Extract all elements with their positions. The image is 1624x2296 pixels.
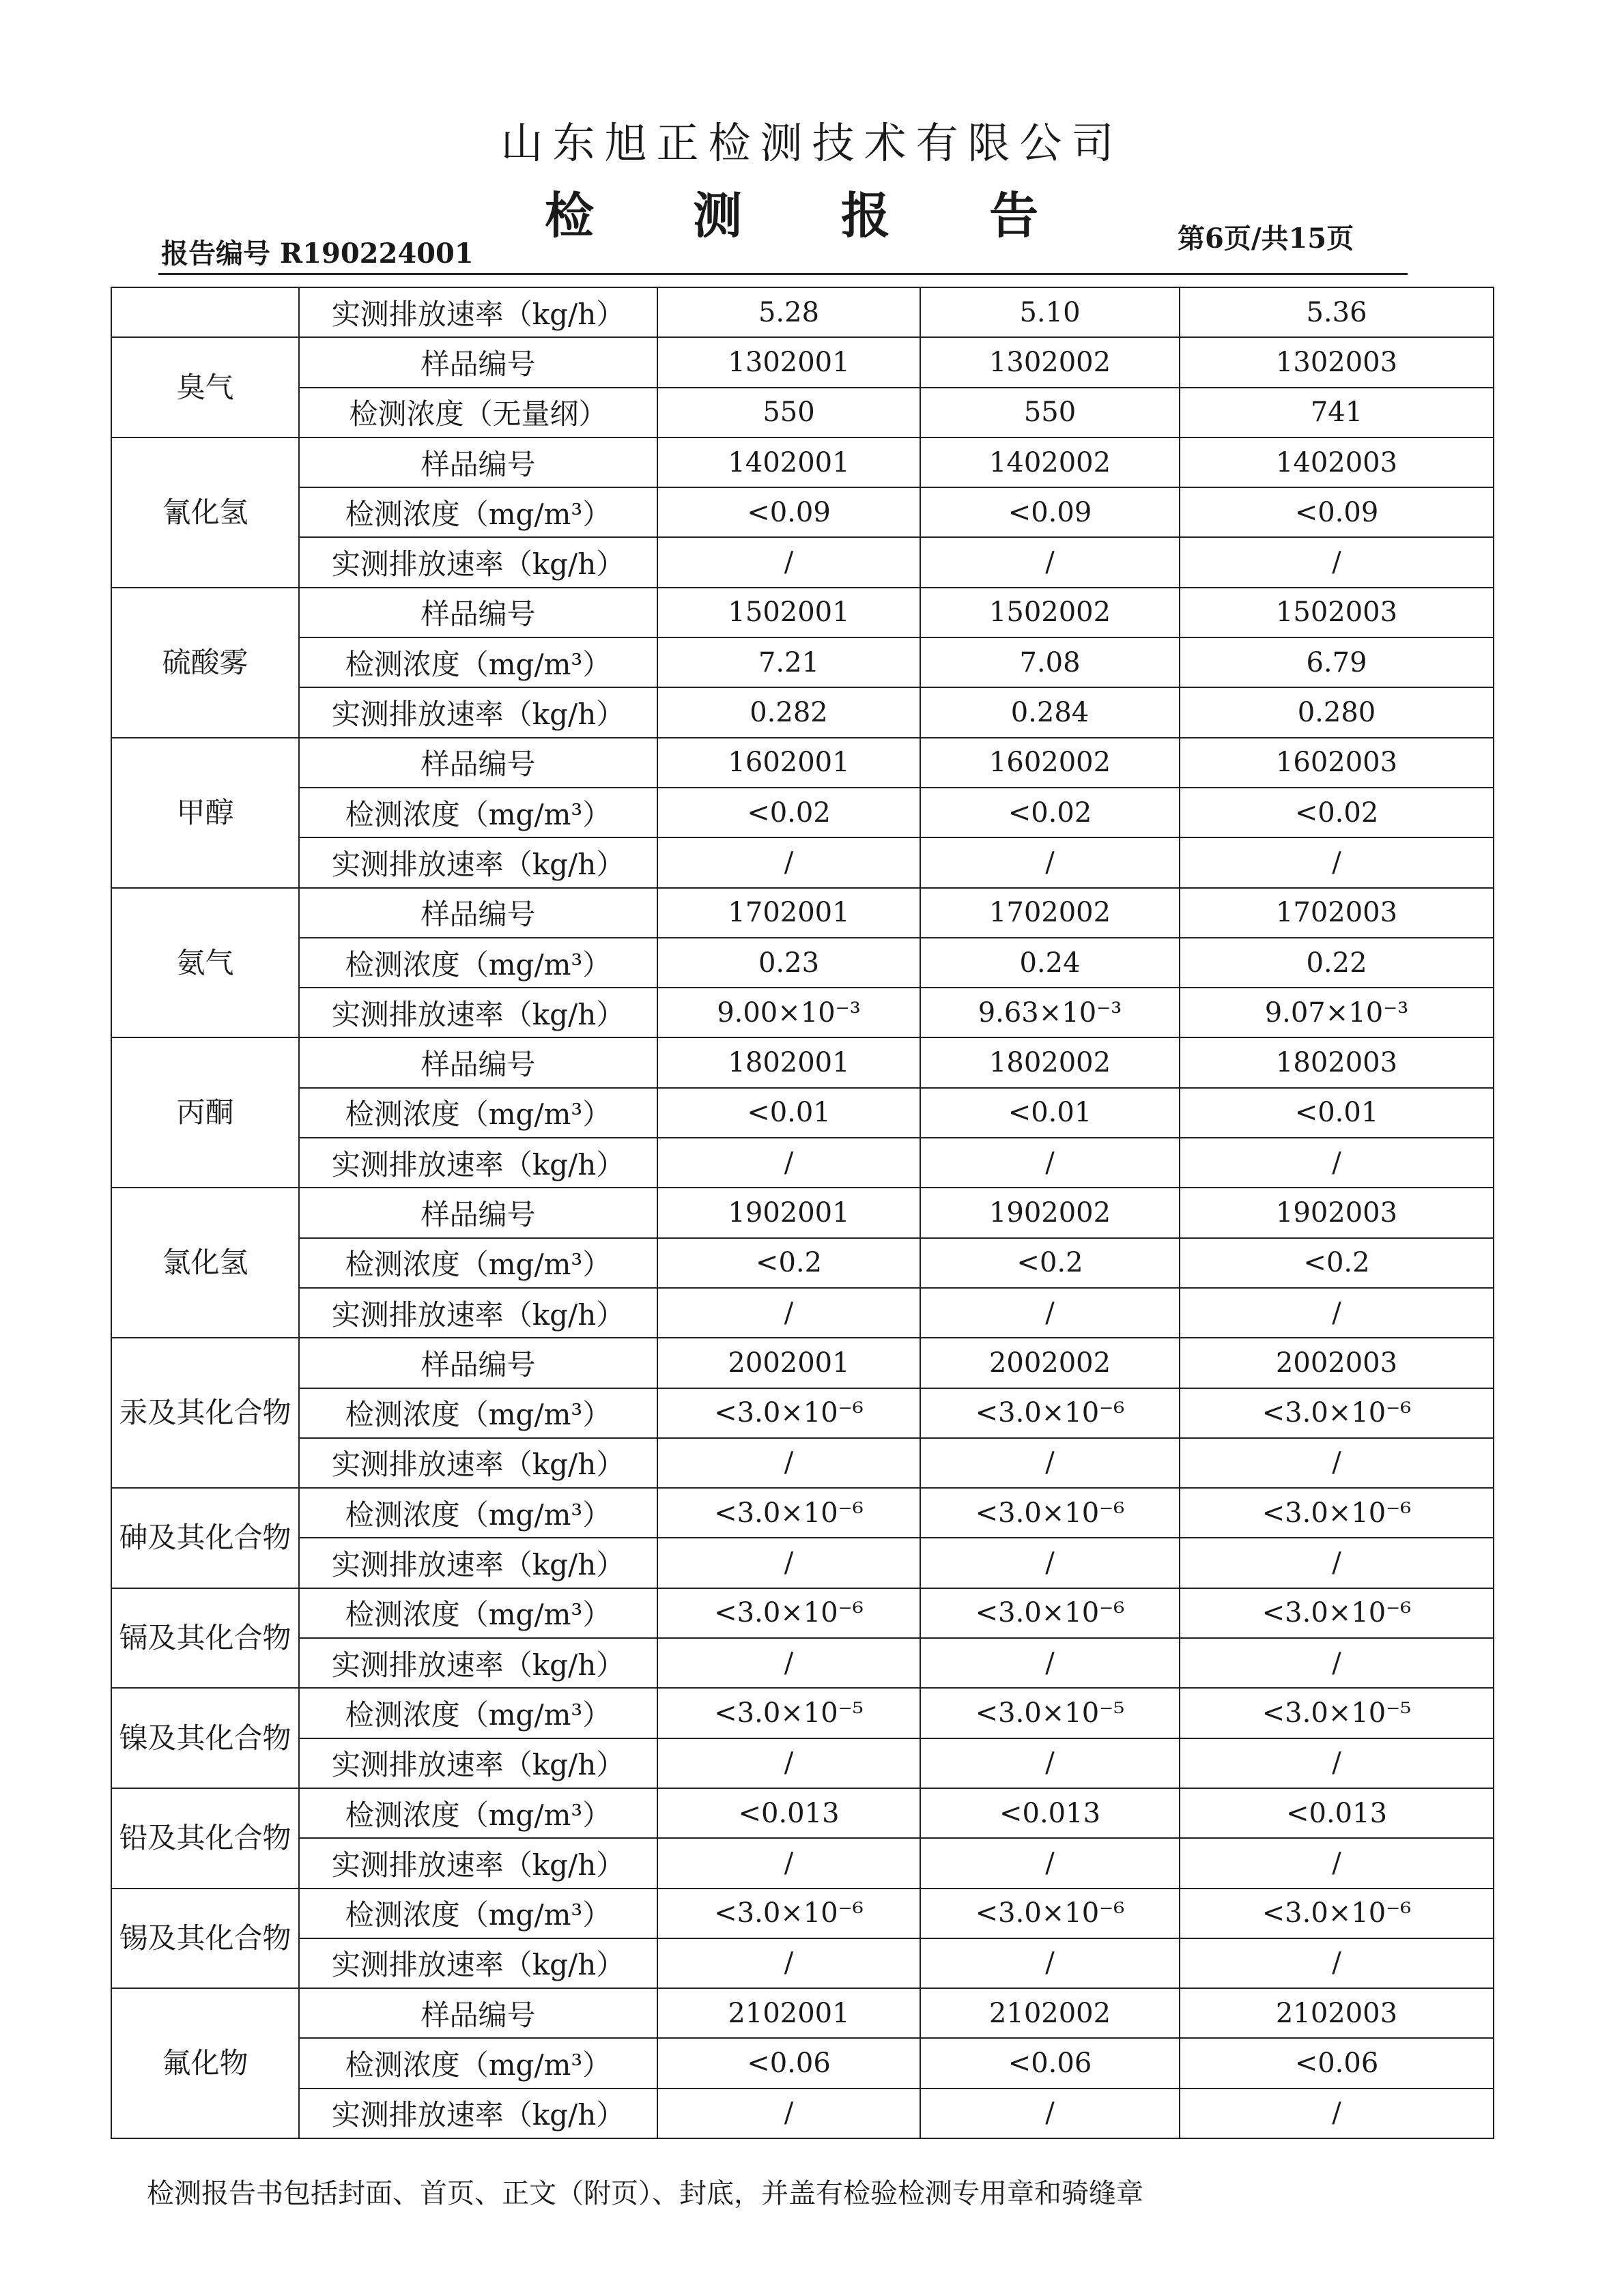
- item-label: 样品编号: [299, 437, 657, 487]
- result-value-2: /: [920, 1538, 1180, 1588]
- result-value-2: 1802002: [920, 1037, 1180, 1087]
- item-label: 实测排放速率（kg/h）: [299, 537, 657, 587]
- result-value-1: <3.0×10⁻⁶: [657, 1588, 920, 1638]
- result-value-3: 6.79: [1180, 637, 1494, 687]
- result-value-3: 1402003: [1180, 437, 1494, 487]
- item-label: 样品编号: [299, 1338, 657, 1388]
- item-label: 实测排放速率（kg/h）: [299, 1838, 657, 1888]
- result-value-2: 7.08: [920, 637, 1180, 687]
- result-value-2: /: [920, 1838, 1180, 1888]
- table-row: [111, 1438, 1494, 1488]
- table-row: [111, 1938, 1494, 1988]
- result-value-1: /: [657, 1538, 920, 1588]
- item-label: 实测排放速率（kg/h）: [299, 1438, 657, 1488]
- pollutant-name: 氟化物: [111, 1988, 299, 2138]
- result-value-3: 1902003: [1180, 1188, 1494, 1237]
- result-value-3: 2002003: [1180, 1338, 1494, 1388]
- result-value-2: 0.284: [920, 687, 1180, 737]
- result-value-2: /: [920, 1938, 1180, 1988]
- result-value-1: /: [657, 1838, 920, 1888]
- table-row: [111, 1588, 1494, 1638]
- result-value-1: /: [657, 2089, 920, 2138]
- report-title: 检 测 报 告: [544, 186, 1080, 244]
- results-table-body: [111, 287, 1494, 2138]
- result-value-1: 1402001: [657, 437, 920, 487]
- result-value-2: <3.0×10⁻⁶: [920, 1488, 1180, 1538]
- table-row: [111, 2089, 1494, 2138]
- pollutant-name: 镉及其化合物: [111, 1588, 299, 1689]
- result-value-1: /: [657, 1938, 920, 1988]
- item-label: 检测浓度（mg/m³）: [299, 1488, 657, 1538]
- result-value-3: <0.2: [1180, 1238, 1494, 1288]
- result-value-2: 1602002: [920, 738, 1180, 788]
- result-value-1: <0.01: [657, 1088, 920, 1138]
- table-row: [111, 437, 1494, 487]
- table-row: [111, 1738, 1494, 1788]
- result-value-3: 0.22: [1180, 938, 1494, 988]
- result-value-3: <3.0×10⁻⁶: [1180, 1588, 1494, 1638]
- results-table: [111, 287, 1494, 2139]
- result-value-2: 2102002: [920, 1988, 1180, 2038]
- result-value-1: /: [657, 837, 920, 887]
- result-value-3: <0.06: [1180, 2038, 1494, 2088]
- item-label: 检测浓度（mg/m³）: [299, 2038, 657, 2088]
- result-value-1: /: [657, 1738, 920, 1788]
- result-value-3: 5.36: [1180, 287, 1494, 337]
- result-value-1: <3.0×10⁻⁶: [657, 1889, 920, 1938]
- result-value-1: /: [657, 1638, 920, 1688]
- item-label: 实测排放速率（kg/h）: [299, 837, 657, 887]
- result-value-1: 2002001: [657, 1338, 920, 1388]
- result-value-1: 7.21: [657, 637, 920, 687]
- result-value-2: 1302002: [920, 337, 1180, 387]
- result-value-2: <3.0×10⁻⁵: [920, 1688, 1180, 1738]
- item-label: 实测排放速率（kg/h）: [299, 1738, 657, 1788]
- pollutant-name: 铅及其化合物: [111, 1788, 299, 1889]
- result-value-1: 5.28: [657, 287, 920, 337]
- item-label: 实测排放速率（kg/h）: [299, 1538, 657, 1588]
- result-value-3: 1602003: [1180, 738, 1494, 788]
- result-value-3: /: [1180, 837, 1494, 887]
- result-value-1: /: [657, 1438, 920, 1488]
- table-row: [111, 1638, 1494, 1688]
- result-value-1: 0.282: [657, 687, 920, 737]
- item-label: 检测浓度（mg/m³）: [299, 1238, 657, 1288]
- result-value-1: 1902001: [657, 1188, 920, 1237]
- result-value-2: <0.02: [920, 788, 1180, 837]
- result-value-2: <0.013: [920, 1788, 1180, 1838]
- result-value-1: <0.013: [657, 1788, 920, 1838]
- result-value-3: 1702003: [1180, 888, 1494, 938]
- result-value-3: <0.09: [1180, 487, 1494, 537]
- result-value-3: /: [1180, 1938, 1494, 1988]
- pollutant-name: 氯化氢: [111, 1188, 299, 1338]
- result-value-3: /: [1180, 1138, 1494, 1188]
- item-label: 检测浓度（mg/m³）: [299, 938, 657, 988]
- result-value-3: <3.0×10⁻⁶: [1180, 1889, 1494, 1938]
- result-value-2: <0.06: [920, 2038, 1180, 2088]
- item-label: 检测浓度（mg/m³）: [299, 487, 657, 537]
- table-row: [111, 287, 1494, 337]
- result-value-1: <0.09: [657, 487, 920, 537]
- result-value-3: <0.013: [1180, 1788, 1494, 1838]
- item-label: 实测排放速率（kg/h）: [299, 1288, 657, 1338]
- result-value-3: <3.0×10⁻⁵: [1180, 1688, 1494, 1738]
- result-value-3: 1502003: [1180, 588, 1494, 637]
- item-label: 实测排放速率（kg/h）: [299, 687, 657, 737]
- result-value-1: 0.23: [657, 938, 920, 988]
- result-value-2: /: [920, 1638, 1180, 1688]
- item-label: 实测排放速率（kg/h）: [299, 1638, 657, 1688]
- result-value-1: 1502001: [657, 588, 920, 637]
- item-label: 检测浓度（mg/m³）: [299, 1388, 657, 1438]
- table-row: [111, 1838, 1494, 1888]
- table-row: [111, 1488, 1494, 1538]
- result-value-1: <3.0×10⁻⁶: [657, 1388, 920, 1438]
- pollutant-name: 氰化氢: [111, 437, 299, 588]
- result-value-2: <0.01: [920, 1088, 1180, 1138]
- header-divider: [158, 273, 1408, 275]
- result-value-2: 2002002: [920, 1338, 1180, 1388]
- result-value-2: 5.10: [920, 287, 1180, 337]
- result-value-2: /: [920, 1438, 1180, 1488]
- company-name: 山东旭正检测技术有限公司: [500, 118, 1124, 168]
- table-row: [111, 1889, 1494, 1938]
- result-value-1: 1302001: [657, 337, 920, 387]
- result-value-3: /: [1180, 1538, 1494, 1588]
- table-row: [111, 1288, 1494, 1338]
- table-row: [111, 1188, 1494, 1237]
- item-label: 样品编号: [299, 738, 657, 788]
- result-value-2: /: [920, 2089, 1180, 2138]
- result-value-1: /: [657, 1138, 920, 1188]
- item-label: 检测浓度（mg/m³）: [299, 1088, 657, 1138]
- pollutant-name: 锡及其化合物: [111, 1889, 299, 1989]
- result-value-3: /: [1180, 1438, 1494, 1488]
- table-row: [111, 738, 1494, 788]
- pollutant-name: 砷及其化合物: [111, 1488, 299, 1588]
- result-value-2: 9.63×10⁻³: [920, 988, 1180, 1037]
- item-label: 实测排放速率（kg/h）: [299, 2089, 657, 2138]
- table-row: [111, 487, 1494, 537]
- table-row: [111, 537, 1494, 587]
- item-label: 样品编号: [299, 888, 657, 938]
- page-indicator: 第6页/共15页: [1178, 223, 1354, 255]
- table-row: [111, 938, 1494, 988]
- item-label: 检测浓度（mg/m³）: [299, 788, 657, 837]
- item-label: 样品编号: [299, 1037, 657, 1087]
- result-value-3: 0.280: [1180, 687, 1494, 737]
- table-row: [111, 1238, 1494, 1288]
- table-row: [111, 1338, 1494, 1388]
- item-label: 样品编号: [299, 1988, 657, 2038]
- footer-note: 检测报告书包括封面、首页、正文（附页）、封底，并盖有检验检测专用章和骑缝章: [147, 2178, 1143, 2209]
- result-value-2: /: [920, 837, 1180, 887]
- result-value-1: /: [657, 1288, 920, 1338]
- table-row: [111, 588, 1494, 637]
- report-number: 报告编号 R190224001: [161, 238, 474, 270]
- result-value-2: 1502002: [920, 588, 1180, 637]
- table-row: [111, 637, 1494, 687]
- item-label: 检测浓度（无量纲）: [299, 388, 657, 437]
- table-row: [111, 1538, 1494, 1588]
- item-label: 检测浓度（mg/m³）: [299, 1788, 657, 1838]
- result-value-3: /: [1180, 1838, 1494, 1888]
- result-value-3: 9.07×10⁻³: [1180, 988, 1494, 1037]
- result-value-1: <0.02: [657, 788, 920, 837]
- pollutant-name: 氨气: [111, 888, 299, 1038]
- result-value-2: <3.0×10⁻⁶: [920, 1388, 1180, 1438]
- table-row: [111, 1088, 1494, 1138]
- pollutant-name: 丙酮: [111, 1037, 299, 1188]
- item-label: 实测排放速率（kg/h）: [299, 287, 657, 337]
- table-row: [111, 888, 1494, 938]
- item-label: 样品编号: [299, 588, 657, 637]
- result-value-3: 741: [1180, 388, 1494, 437]
- result-value-2: 0.24: [920, 938, 1180, 988]
- table-row: [111, 337, 1494, 387]
- item-label: 检测浓度（mg/m³）: [299, 1688, 657, 1738]
- result-value-3: <3.0×10⁻⁶: [1180, 1488, 1494, 1538]
- result-value-1: <0.06: [657, 2038, 920, 2088]
- result-value-2: 550: [920, 388, 1180, 437]
- result-value-2: /: [920, 1138, 1180, 1188]
- result-value-2: 1402002: [920, 437, 1180, 487]
- table-row: [111, 1388, 1494, 1438]
- pollutant-name: 硫酸雾: [111, 588, 299, 738]
- result-value-3: 1802003: [1180, 1037, 1494, 1087]
- result-value-1: 2102001: [657, 1988, 920, 2038]
- table-row: [111, 837, 1494, 887]
- table-row: [111, 1688, 1494, 1738]
- table-row: [111, 1788, 1494, 1838]
- result-value-3: /: [1180, 537, 1494, 587]
- item-label: 检测浓度（mg/m³）: [299, 1588, 657, 1638]
- result-value-1: /: [657, 537, 920, 587]
- result-value-1: <3.0×10⁻⁵: [657, 1688, 920, 1738]
- result-value-3: /: [1180, 1638, 1494, 1688]
- table-row: [111, 788, 1494, 837]
- result-value-1: 9.00×10⁻³: [657, 988, 920, 1037]
- pollutant-name: 汞及其化合物: [111, 1338, 299, 1488]
- result-value-1: <0.2: [657, 1238, 920, 1288]
- table-row: [111, 1988, 1494, 2038]
- pollutant-name: 臭气: [111, 337, 299, 437]
- result-value-3: /: [1180, 1738, 1494, 1788]
- item-label: 检测浓度（mg/m³）: [299, 637, 657, 687]
- result-value-3: 2102003: [1180, 1988, 1494, 2038]
- table-row: [111, 2038, 1494, 2088]
- table-row: [111, 988, 1494, 1037]
- result-value-2: 1702002: [920, 888, 1180, 938]
- result-value-1: <3.0×10⁻⁶: [657, 1488, 920, 1538]
- pollutant-name: 甲醇: [111, 738, 299, 888]
- result-value-1: 550: [657, 388, 920, 437]
- result-value-2: /: [920, 1738, 1180, 1788]
- table-row: [111, 1037, 1494, 1087]
- result-value-2: /: [920, 537, 1180, 587]
- result-value-3: /: [1180, 1288, 1494, 1338]
- pollutant-name: [111, 287, 299, 337]
- result-value-2: <3.0×10⁻⁶: [920, 1588, 1180, 1638]
- table-row: [111, 687, 1494, 737]
- result-value-2: <0.09: [920, 487, 1180, 537]
- table-row: [111, 388, 1494, 437]
- item-label: 检测浓度（mg/m³）: [299, 1889, 657, 1938]
- pollutant-name: 镍及其化合物: [111, 1688, 299, 1788]
- result-value-1: 1802001: [657, 1037, 920, 1087]
- result-value-3: 1302003: [1180, 337, 1494, 387]
- item-label: 实测排放速率（kg/h）: [299, 988, 657, 1037]
- result-value-1: 1602001: [657, 738, 920, 788]
- item-label: 实测排放速率（kg/h）: [299, 1138, 657, 1188]
- item-label: 样品编号: [299, 1188, 657, 1237]
- result-value-3: <0.02: [1180, 788, 1494, 837]
- result-value-3: <3.0×10⁻⁶: [1180, 1388, 1494, 1438]
- result-value-2: <0.2: [920, 1238, 1180, 1288]
- item-label: 样品编号: [299, 337, 657, 387]
- result-value-2: /: [920, 1288, 1180, 1338]
- result-value-3: /: [1180, 2089, 1494, 2138]
- item-label: 实测排放速率（kg/h）: [299, 1938, 657, 1988]
- table-row: [111, 1138, 1494, 1188]
- result-value-2: 1902002: [920, 1188, 1180, 1237]
- result-value-3: <0.01: [1180, 1088, 1494, 1138]
- result-value-1: 1702001: [657, 888, 920, 938]
- result-value-2: <3.0×10⁻⁶: [920, 1889, 1180, 1938]
